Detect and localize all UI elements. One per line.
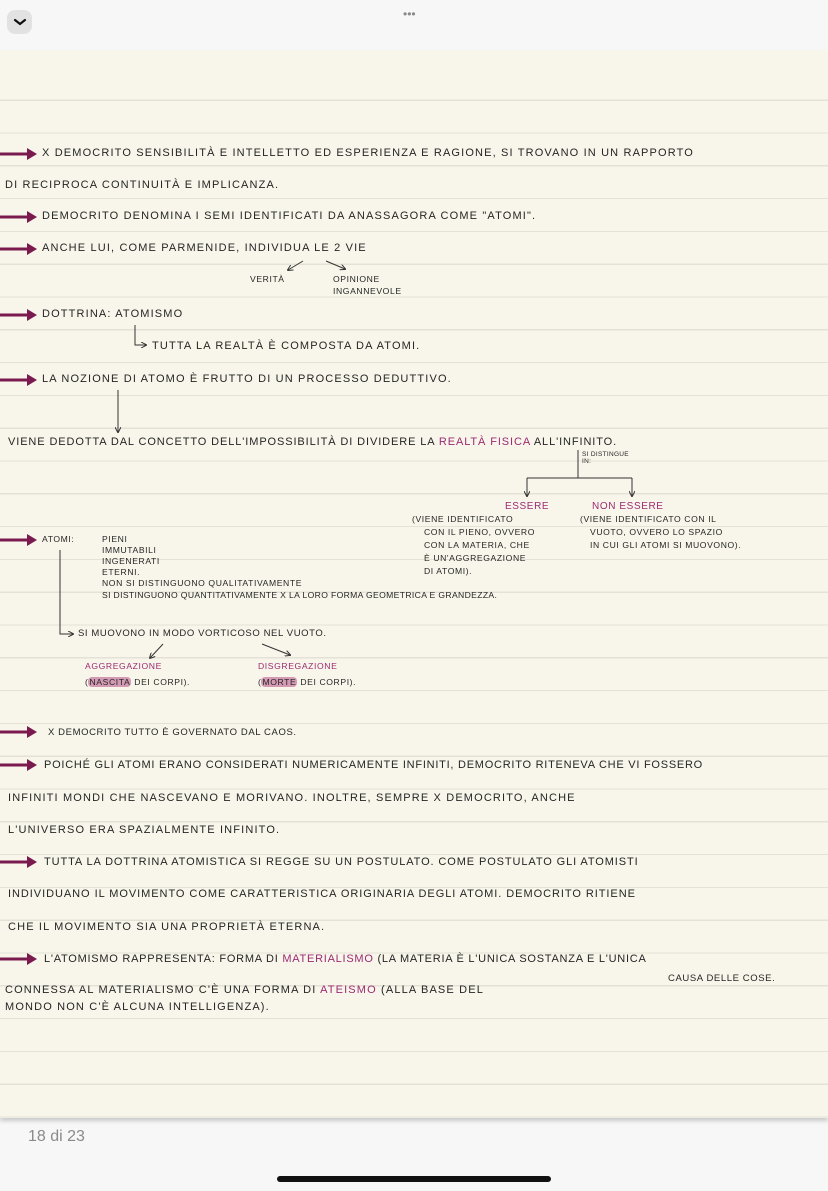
bullet-arrow-icon — [0, 147, 38, 161]
collapse-button[interactable] — [7, 10, 32, 34]
non-essere-desc: (VIENE IDENTIFICATO CON IL — [580, 514, 717, 524]
highlighted-word: MORTE — [262, 677, 297, 687]
text: (ALLA BASE DEL — [376, 984, 484, 996]
text: DEI CORPI). — [131, 677, 191, 687]
aggregazione-heading: AGGREGAZIONE — [85, 661, 162, 671]
via-verita: VERITÀ — [250, 274, 285, 284]
note-line: ANCHE LUI, COME PARMENIDE, INDIVIDUA LE 2 VIE — [42, 242, 367, 254]
text: (LA MATERIA È L'UNICA SOSTANZA E L'UNICA — [373, 953, 647, 965]
bullet-arrow-icon — [0, 373, 38, 387]
note-line: POICHÉ GLI ATOMI ERANO CONSIDERATI NUMERICAMENTE INFINITI, DEMOCRITO RITENEVA CHE VI FOSSERO — [44, 759, 703, 771]
essere-desc: CON LA MATERIA, CHE — [424, 540, 530, 550]
note-line — [44, 953, 647, 966]
bullet-arrow-icon — [0, 533, 38, 547]
non-essere-desc: VUOTO, OVVERO LO SPAZIO — [590, 527, 723, 537]
essere-desc: DI ATOMI). — [424, 566, 473, 576]
arrow-aggregazione — [150, 644, 163, 658]
note-line: L'UNIVERSO ERA SPAZIALMENTE INFINITO. — [8, 824, 281, 836]
note-line: MONDO NON C'È ALCUNA INTELLIGENZA). — [5, 1001, 270, 1013]
non-essere-desc: IN CUI GLI ATOMI SI MUOVONO). — [590, 540, 742, 550]
highlight-term: REALTÀ FISICA — [438, 436, 531, 448]
via-opinione-2: INGANNEVOLE — [333, 286, 402, 296]
arrow-opinione — [326, 261, 345, 269]
top-toolbar — [0, 0, 828, 50]
bullet-arrow-icon — [0, 758, 38, 772]
text: ( — [258, 677, 262, 687]
elbow-arrow-moto — [60, 550, 73, 634]
bullet-arrow-icon — [0, 308, 38, 322]
text: ALL'INFINITO. — [530, 436, 618, 448]
moto-line: SI MUOVONO IN MODO VORTICOSO NEL VUOTO. — [78, 628, 327, 639]
bullet-arrow-icon — [0, 952, 38, 966]
essere-heading: ESSERE — [505, 501, 550, 512]
note-line: TUTTA LA DOTTRINA ATOMISTICA SI REGGE SU UN POSTULATO. COME POSTULATO GLI ATOMISTI — [44, 856, 639, 868]
note-subline: TUTTA LA REALTÀ È COMPOSTA DA ATOMI. — [152, 340, 421, 352]
bullet-arrow-icon — [0, 210, 38, 224]
text: ( — [85, 677, 89, 687]
note-line: X DEMOCRITO TUTTO È GOVERNATO DAL CAOS. — [48, 727, 297, 738]
bullet-arrow-icon — [0, 855, 38, 869]
bullet-arrow-icon — [0, 242, 38, 256]
via-opinione: OPINIONE — [333, 274, 380, 284]
note-line: CHE IL MOVIMENTO SIA UNA PROPRIETÀ ETERNA. — [8, 921, 326, 933]
page-indicator: 18 di 23 — [28, 1128, 85, 1145]
highlight-term: ATEISMO — [320, 984, 377, 996]
text: VIENE DEDOTTA DAL CONCETTO DELL'IMPOSSIBILITÀ DI DIVIDERE LA — [8, 436, 439, 448]
atomi-prop: NON SI DISTINGUONO QUALITATIVAMENTE — [102, 578, 303, 588]
text: CONNESSA AL MATERIALISMO C'È UNA FORMA DI — [5, 984, 321, 996]
highlight-term: MATERIALISMO — [282, 953, 374, 965]
note-line: INFINITI MONDI CHE NASCEVANO E MORIVANO. INOLTRE, SEMPRE X DEMOCRITO, ANCHE — [8, 792, 576, 804]
atomi-prop: PIENI — [102, 534, 128, 544]
note-line — [5, 984, 484, 997]
note-line: INDIVIDUANO IL MOVIMENTO COME CARATTERISTICA ORIGINARIA DEGLI ATOMI. DEMOCRITO RITIENE — [8, 888, 636, 900]
essere-desc: È UN'AGGREGAZIONE — [424, 553, 527, 563]
text: L'ATOMISMO RAPPRESENTA: FORMA DI — [44, 953, 283, 965]
non-essere-heading: NON ESSERE — [592, 501, 664, 512]
disgregazione-desc — [258, 677, 356, 688]
branch-label: SI DISTINGUE — [582, 451, 629, 458]
atomi-prop: SI DISTINGUONO QUANTITATIVAMENTE X LA LORO FORMA GEOMETRICA E GRANDEZZA. — [102, 590, 498, 600]
bullet-arrow-icon — [0, 725, 38, 739]
text: DEI CORPI). — [297, 677, 357, 687]
notes-page — [0, 50, 828, 1118]
note-line: CAUSA DELLE COSE. — [668, 973, 776, 984]
note-line: X DEMOCRITO SENSIBILITÀ E INTELLETTO ED ESPERIENZA E RAGIONE, SI TROVANO IN UN RAPPORTO — [42, 147, 695, 159]
aggregazione-desc — [85, 677, 190, 688]
elbow-arrow-realta — [135, 325, 146, 345]
arrow-disgregazione — [262, 644, 290, 655]
chevron-down-icon — [13, 18, 27, 26]
atomi-prop: ETERNI. — [102, 567, 141, 577]
home-indicator[interactable] — [277, 1176, 551, 1182]
essere-desc: CON IL PIENO, OVVERO — [424, 527, 536, 537]
branch-label: IN: — [582, 458, 592, 465]
disgregazione-heading: DISGREGAZIONE — [258, 661, 338, 671]
note-line — [8, 436, 617, 449]
highlighted-word: NASCITA — [89, 677, 131, 687]
essere-desc: (VIENE IDENTIFICATO — [412, 514, 514, 524]
note-line: DOTTRINA: ATOMISMO — [42, 308, 184, 320]
atomi-prop: INGENERATI — [102, 556, 160, 566]
note-line: DI RECIPROCA CONTINUITÀ E IMPLICANZA. — [5, 179, 280, 191]
arrow-verita — [288, 261, 303, 270]
note-line: LA NOZIONE DI ATOMO È FRUTTO DI UN PROCESSO DEDUTTIVO. — [42, 373, 452, 385]
more-dots-icon[interactable]: ••• — [403, 7, 416, 21]
atomi-label: ATOMI: — [42, 534, 75, 544]
note-line: DEMOCRITO DENOMINA I SEMI IDENTIFICATI DA ANASSAGORA COME "ATOMI". — [42, 210, 537, 222]
atomi-prop: IMMUTABILI — [102, 545, 157, 555]
